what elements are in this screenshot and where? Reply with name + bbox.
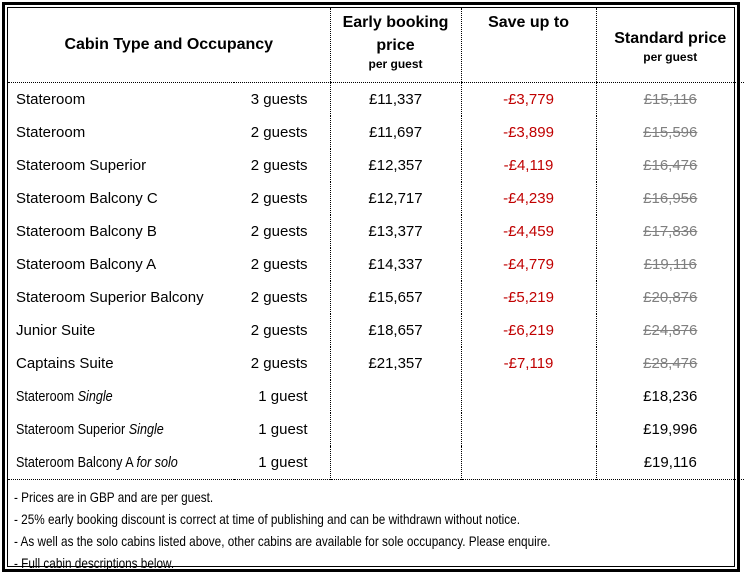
occupancy-cell: 2 guests [250,157,308,174]
header-save-up-to [461,8,596,83]
save-amount-cell: -£4,239 [461,182,596,215]
standard-price-cell: £19,116 [596,248,744,281]
cabin-type-cell: Stateroom Balcony A [16,256,157,273]
table-row [8,347,744,380]
save-up-to-label: Save up to [488,14,569,31]
early-booking-price-cell: £21,357 [330,347,461,380]
occupancy-cell: 2 guests [250,124,308,141]
save-amount-cell [461,446,596,480]
standard-price-cell: £19,116 [596,446,744,480]
save-amount-cell [461,413,596,446]
cabin-type-cell: Stateroom Single [16,388,113,405]
price-table-frame [2,2,740,572]
cabin-type-cell: Stateroom [16,124,86,141]
standard-price-line1: Standard price [614,29,727,47]
table-row [8,446,744,480]
header-cabin-label: Cabin Type and Occupancy [64,36,274,53]
cabin-type-cell: Junior Suite [16,322,96,339]
footnotes [14,486,738,574]
table-row [8,281,744,314]
header-early-booking-price [330,8,461,83]
standard-price-cell: £24,876 [596,314,744,347]
early-booking-line2: price [376,37,415,54]
standard-price-cell: £18,236 [596,380,744,413]
cabin-type-cell: Stateroom Superior [16,157,147,174]
save-amount-cell: -£4,779 [461,248,596,281]
occupancy-cell: 1 guest [258,421,308,438]
occupancy-cell: 2 guests [250,355,308,372]
cabin-type-cell: Stateroom Superior Balcony [16,289,204,306]
standard-price-cell: £20,876 [596,281,744,314]
header-standard-price [596,8,744,83]
occupancy-cell: 2 guests [250,256,308,273]
save-amount-cell: -£7,119 [461,347,596,380]
standard-price-cell: £19,996 [596,413,744,446]
table-row [8,215,744,248]
footnote-line: - Full cabin descriptions below. [14,555,175,571]
cabin-type-cell: Stateroom Superior Single [16,421,164,438]
standard-price-cell: £16,476 [596,149,744,182]
early-booking-price-cell: £15,657 [330,281,461,314]
early-booking-price-cell [330,380,461,413]
occupancy-cell: 2 guests [250,190,308,207]
price-table [7,7,735,571]
standard-price-cell: £28,476 [596,347,744,380]
header-cabin-type-and-occupancy [8,8,330,83]
table-row [8,182,744,215]
early-booking-price-cell: £13,377 [330,215,461,248]
save-amount-cell: -£3,779 [461,83,596,117]
table-body [8,83,744,480]
occupancy-cell: 1 guest [258,454,308,471]
footnote-line: - 25% early booking discount is correct at time of publishing and can be withdrawn without notice. [14,511,520,527]
save-amount-cell: -£4,119 [461,149,596,182]
standard-price-per-guest: per guest [643,49,698,64]
occupancy-cell: 2 guests [250,322,308,339]
cabin-type-cell: Stateroom Balcony C [16,190,158,207]
save-amount-cell: -£6,219 [461,314,596,347]
occupancy-cell: 3 guests [250,91,308,108]
table-footer [8,480,744,579]
table-row [8,83,744,117]
table-row [8,413,744,446]
early-booking-price-cell: £11,697 [330,116,461,149]
save-amount-cell: -£5,219 [461,281,596,314]
table-row [8,380,744,413]
cabin-type-cell: Captains Suite [16,355,114,372]
early-booking-price-cell [330,413,461,446]
footnote-line: - Prices are in GBP and are per guest. [14,489,214,505]
occupancy-cell: 2 guests [250,289,308,306]
early-booking-price-cell: £12,717 [330,182,461,215]
save-amount-cell: -£4,459 [461,215,596,248]
header-row [8,8,744,83]
early-booking-price-cell: £12,357 [330,149,461,182]
standard-price-cell: £16,956 [596,182,744,215]
occupancy-cell: 1 guest [258,388,308,405]
occupancy-cell: 2 guests [250,223,308,240]
cabin-price-table [8,8,744,578]
cabin-type-cell: Stateroom Balcony A for solo [16,454,178,471]
table-row [8,149,744,182]
standard-price-cell: £15,596 [596,116,744,149]
early-booking-price-cell: £14,337 [330,248,461,281]
table-row [8,248,744,281]
cabin-type-cell: Stateroom Balcony B [16,223,157,240]
table-row [8,314,744,347]
table-header [8,8,744,83]
save-amount-cell [461,380,596,413]
footnotes-row [8,480,744,579]
early-booking-price-cell [330,446,461,480]
footnotes-cell [8,480,744,579]
save-amount-cell: -£3,899 [461,116,596,149]
standard-price-cell: £15,116 [596,83,744,117]
early-booking-price-cell: £11,337 [330,83,461,117]
footnote-line: - As well as the solo cabins listed above, other cabins are available for sole occupancy. Please enquire. [14,533,551,549]
cabin-type-cell: Stateroom [16,91,86,108]
early-booking-line1: Early booking [342,14,449,31]
early-booking-price-cell: £18,657 [330,314,461,347]
table-row [8,116,744,149]
early-booking-per-guest: per guest [368,57,423,71]
standard-price-cell: £17,836 [596,215,744,248]
